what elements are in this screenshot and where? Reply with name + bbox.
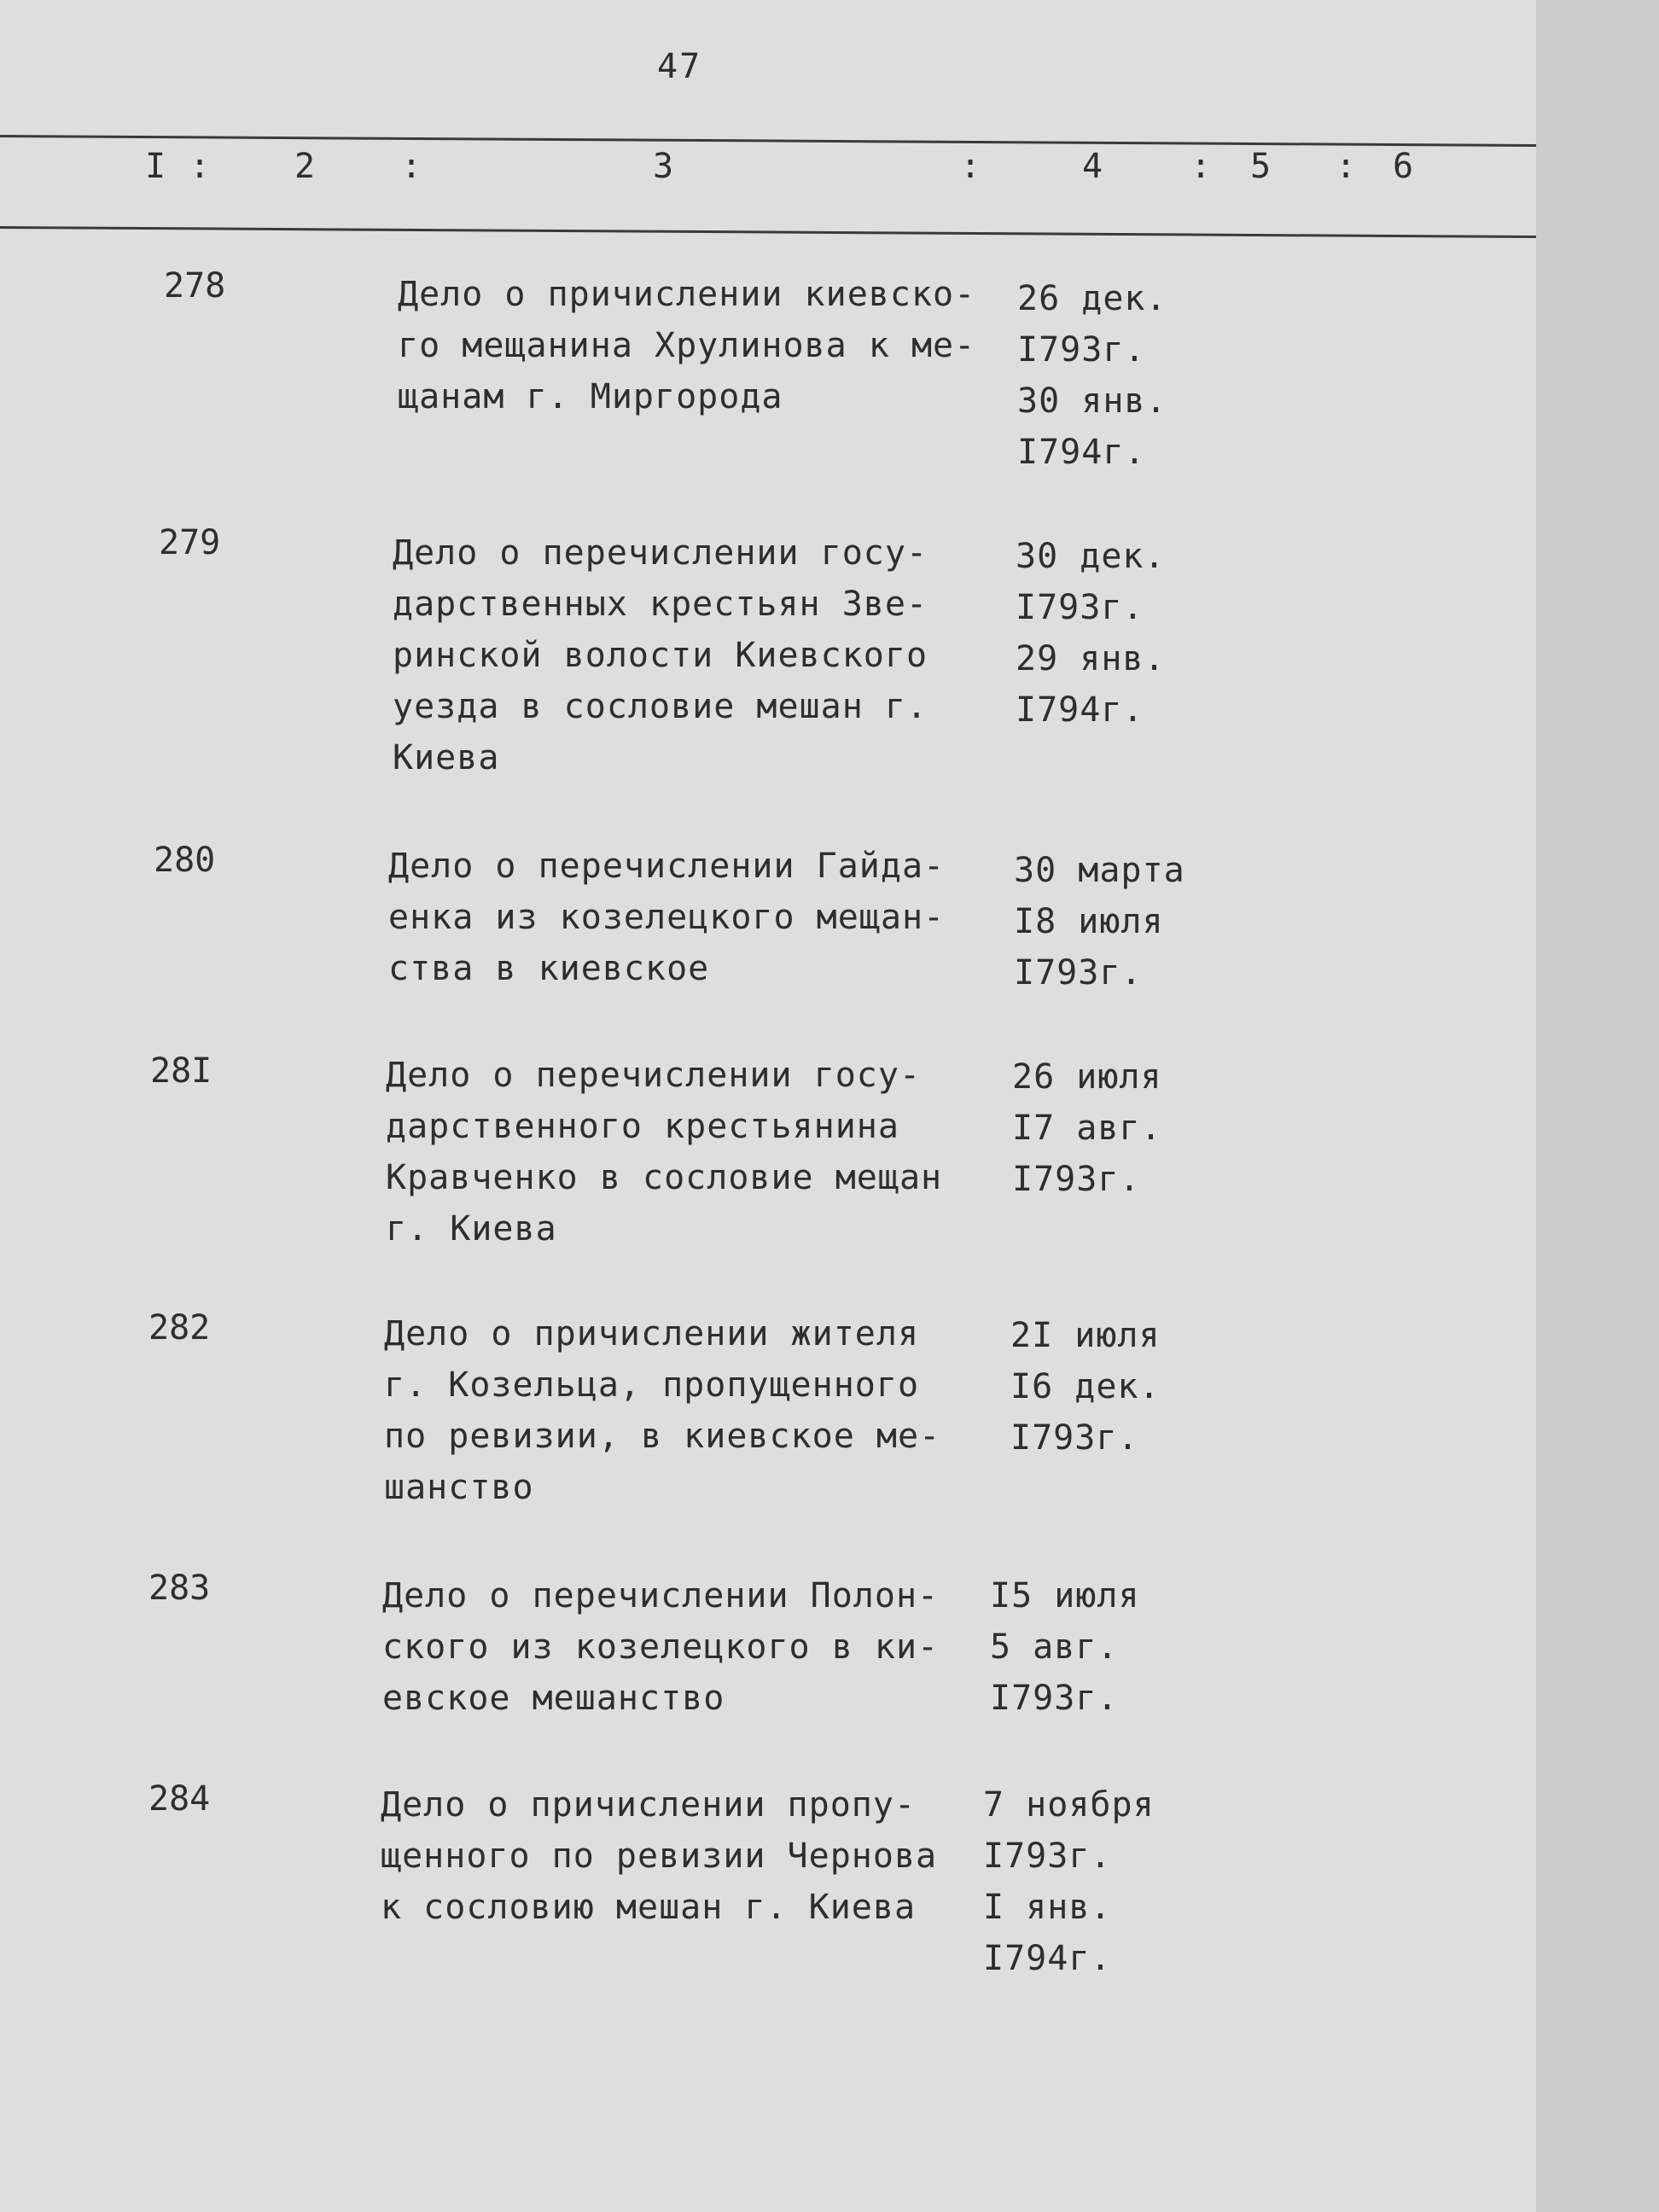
record-title-line: дарственного крестьянина [386,1107,899,1146]
record-title-line: г. Козельца, пропущенного [384,1365,920,1405]
record-date-line: 30 янв. [1017,381,1167,421]
record-date-line: I8 июля [1014,902,1164,941]
record-date-line: I794г. [983,1939,1112,1978]
column-separator: : [401,147,422,186]
record-title-line: Кравченко в сословие мещан [386,1158,943,1197]
record-title-line: щанам г. Миргорода [398,377,783,416]
column-header-1: I [145,147,166,186]
record-title [393,527,990,783]
record-title [381,1779,978,1933]
record-dates [1012,1051,1162,1205]
record-date-line: 30 дек. [1016,537,1166,576]
record-title-line: дарственных крестьян Зве- [393,585,928,624]
record-title-line: енка из козелецкого мещан- [388,898,946,937]
header-top-rule [0,135,1536,147]
record-date-line: I5 июля [990,1576,1140,1615]
column-header-5: 5 [1250,147,1272,186]
record-title-line: щенного по ревизии Чернова [381,1837,938,1876]
record-date-line: I янв. [983,1888,1112,1927]
header-bottom-rule [0,226,1536,238]
record-title-line: Дело о причислении жителя [384,1314,920,1353]
record-number: 280 [154,841,216,880]
record-number: 279 [159,523,221,562]
record-title [382,1570,980,1724]
record-title-line: г. Киева [386,1209,557,1249]
record-title-line: ринской волости Киевского [393,636,928,675]
record-number: 283 [148,1569,211,1608]
record-dates [1014,845,1185,998]
record-title-line: Дело о причислении пропу- [381,1785,917,1825]
record-title-line: евское мешанство [382,1679,725,1718]
record-dates [1010,1310,1161,1464]
record-title-line: Киева [393,738,500,777]
column-separator: : [1190,147,1212,186]
record-title-line: го мещанина Хрулинова к ме- [398,326,976,365]
record-date-line: 30 марта [1014,851,1185,890]
record-title-line: по ревизии, в киевское ме- [384,1417,941,1456]
column-separator: : [960,147,981,186]
record-title-line: ства в киевское [388,949,710,988]
column-header-2: 2 [294,147,316,186]
record-dates [1017,273,1167,478]
record-date-line: 29 янв. [1016,639,1166,678]
record-title [388,841,986,994]
record-title-line: Дело о перечислении Полон- [382,1576,940,1615]
record-number: 282 [148,1308,211,1348]
record-date-line: I794г. [1016,690,1144,730]
record-date-line: I793г. [1014,953,1143,992]
record-date-line: I6 дек. [1010,1367,1161,1406]
record-date-line: I793г. [1016,588,1144,627]
record-date-line: I793г. [990,1679,1119,1718]
record-title [384,1308,981,1513]
record-date-line: I794г. [1017,433,1146,472]
record-title-line: Дело о перечислении Гайда- [388,847,946,886]
record-title-line: Дело о перечислении госу- [386,1056,922,1095]
record-number: 28I [150,1051,212,1091]
column-separator: : [189,147,211,186]
record-number: 284 [148,1779,211,1819]
record-date-line: 2I июля [1010,1316,1161,1355]
record-dates [983,1779,1155,1984]
record-dates [990,1570,1140,1724]
record-number: 278 [164,266,226,306]
record-title-line: Дело о причислении киевско- [398,275,976,314]
record-title-line: уезда в сословие мешан г. [393,687,928,726]
record-title-line: ского из козелецкого в ки- [382,1627,940,1667]
column-header-6: 6 [1393,147,1414,186]
record-title-line: шанство [384,1468,534,1507]
record-title-line: к сословию мешан г. Киева [381,1888,917,1927]
record-date-line: I793г. [1012,1160,1141,1199]
record-date-line: 5 авг. [990,1627,1119,1667]
column-header-3: 3 [653,147,674,186]
page-number: 47 [657,47,702,86]
record-date-line: 7 ноября [983,1785,1155,1825]
record-date-line: I793г. [1017,330,1146,370]
record-title [386,1050,983,1254]
column-header-4: 4 [1082,147,1103,186]
record-date-line: I793г. [983,1837,1112,1876]
record-dates [1016,531,1166,736]
adjacent-page-edge [1536,0,1659,2212]
record-date-line: 26 июля [1012,1057,1162,1097]
record-date-line: I7 авг. [1012,1109,1162,1148]
record-title [398,269,995,422]
record-date-line: I793г. [1010,1418,1139,1458]
column-separator: : [1336,147,1357,186]
record-date-line: 26 дек. [1017,279,1167,318]
record-title-line: Дело о перечислении госу- [393,533,928,573]
